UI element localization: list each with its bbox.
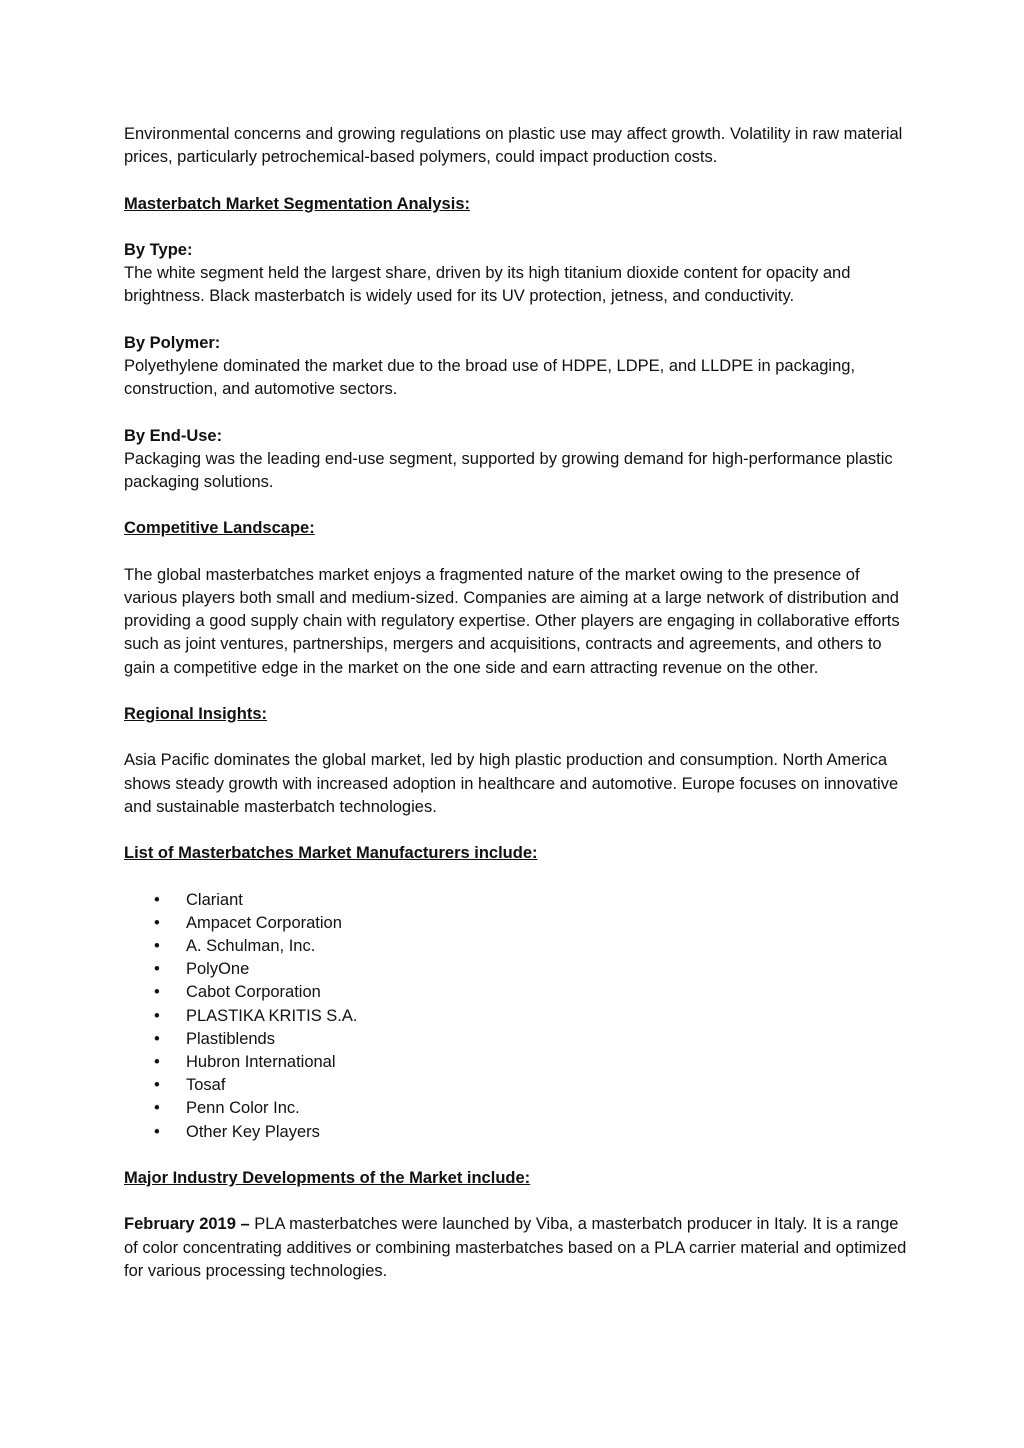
list-item xyxy=(124,1051,914,1074)
manufacturer-name: Plastiblends xyxy=(186,1029,275,1048)
development-date: February 2019 – xyxy=(124,1215,250,1234)
manufacturer-name: Cabot Corporation xyxy=(186,983,321,1002)
bullet-icon: • xyxy=(154,1076,160,1095)
by-end-use-label: By End-Use: xyxy=(124,426,223,445)
intro-paragraph: Environmental concerns and growing regulations on plastic use may affect growth. Volatility in raw material prices, particularly petrochemical-based polymers, could impact production costs. xyxy=(124,125,903,167)
regional-heading: Regional Insights: xyxy=(124,704,268,723)
bullet-icon: • xyxy=(154,960,160,979)
list-item xyxy=(124,1005,914,1028)
by-polymer-text: Polyethylene dominated the market due to the broad use of HDPE, LDPE, and LLDPE in packaging, construction, and automotive sectors. xyxy=(124,356,856,399)
manufacturer-name: A. Schulman, Inc. xyxy=(186,936,316,955)
regional-paragraph: Asia Pacific dominates the global market, led by high plastic production and consumption. North America shows steady growth with increased adoption in healthcare and automotive. Europe focuses on innovative and sustainable masterbatch technologies. xyxy=(124,751,899,816)
list-item xyxy=(124,935,914,958)
bullet-icon: • xyxy=(154,1052,160,1071)
by-type-section xyxy=(124,239,914,309)
by-type-text: The white segment held the largest share, driven by its high titanium dioxide content for opacity and brightness. Black masterbatch is widely used for its UV protection, jetness, and conductivity. xyxy=(124,264,851,306)
competitive-heading: Competitive Landscape: xyxy=(124,519,315,538)
list-item xyxy=(124,889,914,912)
list-item xyxy=(124,1121,914,1144)
manufacturer-name: PolyOne xyxy=(186,960,250,979)
by-type-label: By Type: xyxy=(124,240,193,259)
manufacturers-heading: List of Masterbatches Market Manufacturers include: xyxy=(124,844,538,863)
document-page xyxy=(124,123,914,1306)
manufacturer-name: Penn Color Inc. xyxy=(186,1099,300,1118)
bullet-icon: • xyxy=(154,1122,160,1141)
bullet-icon: • xyxy=(154,913,160,932)
development-entry xyxy=(124,1213,914,1283)
manufacturer-name: PLASTIKA KRITIS S.A. xyxy=(186,1006,358,1025)
bullet-icon: • xyxy=(154,983,160,1002)
manufacturer-name: Tosaf xyxy=(186,1076,226,1095)
list-item xyxy=(124,912,914,935)
list-item xyxy=(124,958,914,981)
list-item xyxy=(124,1074,914,1097)
bullet-icon: • xyxy=(154,890,160,909)
development-text: PLA masterbatches were launched by Viba, a masterbatch producer in Italy. It is a range of color concentrating additives or combining masterbatches based on a PLA carrier material and optimized for various processing technologies. xyxy=(124,1215,907,1280)
segmentation-heading: Masterbatch Market Segmentation Analysis: xyxy=(124,194,470,213)
manufacturer-name: Ampacet Corporation xyxy=(186,913,342,932)
competitive-paragraph: The global masterbatches market enjoys a fragmented nature of the market owing to the presence of various players both small and medium-sized. Companies are aiming at a large network of distribution and providing a good supply chain with regulatory expertise. Other players are engaging in collaborative efforts such as joint ventures, partnerships, mergers and acquisitions, contracts and agreements, and others to gain a competitive edge in the market on the one side and earn attracting revenue on the other. xyxy=(124,565,900,677)
list-item xyxy=(124,981,914,1004)
by-end-use-section xyxy=(124,425,914,495)
by-polymer-section xyxy=(124,332,914,402)
by-polymer-label: By Polymer: xyxy=(124,333,221,352)
manufacturer-name: Hubron International xyxy=(186,1052,336,1071)
manufacturers-list xyxy=(124,889,914,1144)
bullet-icon: • xyxy=(154,1029,160,1048)
bullet-icon: • xyxy=(154,1006,160,1025)
bullet-icon: • xyxy=(154,936,160,955)
list-item xyxy=(124,1028,914,1051)
list-item xyxy=(124,1097,914,1120)
manufacturer-name: Clariant xyxy=(186,890,243,909)
manufacturer-name: Other Key Players xyxy=(186,1122,320,1141)
bullet-icon: • xyxy=(154,1099,160,1118)
by-end-use-text: Packaging was the leading end-use segment, supported by growing demand for high-performance plastic packaging solutions. xyxy=(124,449,893,491)
developments-heading: Major Industry Developments of the Market include: xyxy=(124,1168,531,1187)
